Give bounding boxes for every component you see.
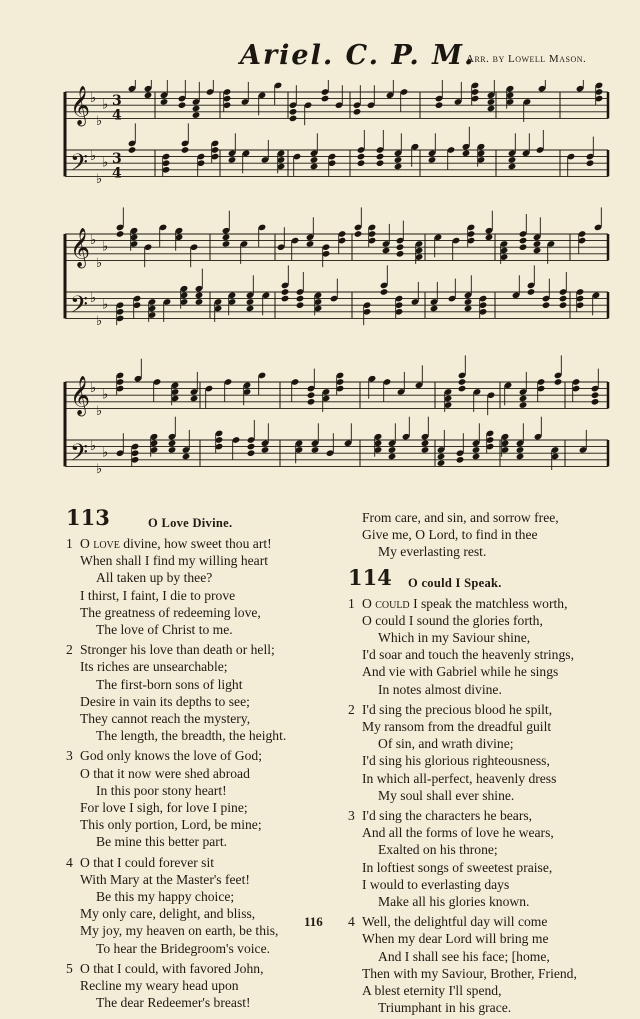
verse-line: The greatness of redeeming love, <box>80 604 261 620</box>
note-head <box>222 240 231 248</box>
verse-line: My everlasting rest. <box>378 544 487 560</box>
verse-line: O love divine, how sweet thou art! 1 <box>66 536 272 551</box>
verse-line: O could I sound the glories forth, <box>362 612 543 628</box>
note-head <box>281 295 290 303</box>
stanza-number: 4 <box>66 854 73 870</box>
note-head <box>508 163 517 171</box>
note-head <box>591 391 600 399</box>
verse-line: The length, the breadth, the height. <box>96 728 287 744</box>
verse-line: When my dear Lord will bring me <box>362 931 549 947</box>
verse-line: My only care, delight, and bliss, <box>80 906 256 922</box>
note-head <box>516 446 525 454</box>
verse-line: O that I could forever sit 4 <box>66 854 215 870</box>
time-signature: 4 <box>112 107 122 124</box>
note-head <box>116 230 125 238</box>
treble-clef: 𝄞 <box>70 85 91 126</box>
note-head <box>462 150 471 158</box>
verse-line: A blest eternity I'll spend, <box>362 983 502 999</box>
note-head <box>192 105 201 113</box>
note-head <box>519 243 528 251</box>
verse-line: With Mary at the Master's feet! <box>80 871 250 887</box>
note-head <box>421 446 430 454</box>
note-head <box>487 98 496 106</box>
bass-clef: 𝄢 <box>70 438 89 472</box>
note-head <box>435 101 444 109</box>
stanza-number: 1 <box>66 536 73 551</box>
note-head <box>533 240 542 248</box>
verse-line: From care, and sin, and sorrow free, <box>362 510 559 525</box>
time-signature: 3 <box>112 93 122 110</box>
note-head <box>168 440 177 448</box>
hymn-113-stanzas <box>66 535 336 1011</box>
note-head <box>353 108 362 116</box>
note-head <box>527 288 536 296</box>
arranger-credit: Arr. by Lowell Mason. <box>466 53 587 65</box>
hymn-number: 114 <box>348 564 392 590</box>
hymn-title: O could I Speak. <box>408 575 502 590</box>
flat-sign: ♭ <box>90 438 97 454</box>
note-head <box>192 111 201 119</box>
verse-line: I'd sing the characters he bears, 3 <box>348 808 533 824</box>
verse-line: My joy, my heaven on earth, be this, <box>80 923 279 939</box>
stanza <box>348 913 618 1016</box>
note-head <box>464 305 473 313</box>
hymn-114 <box>348 509 618 1019</box>
note-head <box>246 305 255 313</box>
hymn-114-stanzas <box>348 595 618 1017</box>
note-head <box>376 153 385 161</box>
verse-line: Which in my Saviour shine, <box>378 630 531 646</box>
note-head <box>464 298 473 306</box>
stanza-number: 2 <box>66 642 73 658</box>
note-head <box>310 156 319 164</box>
verse-line: In notes almost divine. <box>378 681 502 697</box>
stanza <box>66 535 336 638</box>
verse-line: The dear Redeemer's breast! <box>96 995 251 1011</box>
note-head <box>247 449 256 457</box>
verse-line: Exalted on his throne; <box>378 842 498 858</box>
note-head <box>519 401 528 409</box>
note-head <box>195 292 204 300</box>
verse-line: Its riches are unsearchable; <box>80 659 228 675</box>
note-head <box>519 237 528 245</box>
verse-line: Give me, O Lord, to find in thee <box>362 527 538 543</box>
verse-line: They cannot reach the mystery, <box>80 711 251 727</box>
stanza-number: 2 <box>348 701 355 717</box>
note-head <box>228 156 237 164</box>
note-head <box>321 95 330 103</box>
flat-sign: ♭ <box>102 239 109 255</box>
verse-line: Triumphant in his grace. <box>378 1000 512 1016</box>
verse-line: I would to everlasting days <box>362 876 510 892</box>
verse-line: And vie with Gabriel while he sings <box>362 664 559 680</box>
verse-line: God only knows the love of God; 3 <box>66 748 262 764</box>
verse-line: To hear the Bridegroom's voice. <box>96 940 271 956</box>
note-head <box>458 378 467 386</box>
note-head <box>485 234 494 242</box>
flat-sign: ♭ <box>102 445 109 461</box>
stanza-number: 1 <box>348 595 355 611</box>
note-head <box>296 295 305 303</box>
note-head <box>456 456 465 464</box>
verse-line: My ransom from the dreadful guilt <box>362 719 552 735</box>
stanza <box>66 641 336 744</box>
note-head <box>559 295 568 303</box>
note-head <box>306 240 315 248</box>
flat-sign: ♭ <box>96 172 103 187</box>
note-head <box>281 288 290 296</box>
note-head <box>310 163 319 171</box>
note-head <box>190 395 199 403</box>
note-head <box>508 156 517 164</box>
verse-line: Recline my weary head upon <box>80 978 239 994</box>
bass-clef: 𝄢 <box>70 290 89 324</box>
note-head <box>430 305 439 313</box>
note-head <box>380 288 389 296</box>
note-head <box>472 446 481 454</box>
note-head <box>421 440 430 448</box>
tune-header <box>0 40 640 74</box>
stanza <box>66 960 336 1012</box>
note-head <box>357 159 366 167</box>
stanza-number: 3 <box>66 748 73 764</box>
note-head <box>195 298 204 306</box>
flat-sign: ♭ <box>102 297 109 313</box>
note-head <box>554 378 563 386</box>
note-head <box>559 301 568 309</box>
verse-line: This only portion, Lord, be mine; <box>80 817 262 833</box>
verse-line: And all the forms of love he wears, <box>362 825 554 841</box>
hymn-114-heading <box>348 564 618 595</box>
verse-line: Desire in vain its depths to see; <box>80 693 250 709</box>
verse-line: In this poor stony heart! <box>96 782 227 798</box>
note-head <box>178 101 187 109</box>
hymn-113 <box>66 505 336 1014</box>
verse-line: All taken up by thee? <box>96 570 213 586</box>
flat-sign: ♭ <box>102 97 109 113</box>
note-head <box>516 453 525 461</box>
flat-sign: ♭ <box>96 256 103 271</box>
note-head <box>394 163 403 171</box>
note-head <box>458 385 467 393</box>
verse-line: I'd soar and touch the heavenly strings, <box>362 647 574 663</box>
music-score <box>60 80 612 500</box>
stanza <box>66 747 336 850</box>
note-head <box>388 453 397 461</box>
verse-line: When shall I find my willing heart <box>80 553 269 569</box>
verse-line: The first-born sons of light <box>96 676 243 692</box>
note-head <box>382 247 391 255</box>
verse-line: And I shall see his face; [home, <box>378 948 550 964</box>
note-head <box>487 105 496 113</box>
note-head <box>160 98 169 106</box>
stanza-number: 5 <box>66 960 73 976</box>
verse-line: I thirst, I faint, I die to prove <box>80 587 236 603</box>
verse-line: My soul shall ever shine. <box>378 787 515 803</box>
note-head <box>396 250 405 258</box>
flat-sign: ♭ <box>90 380 97 396</box>
flat-sign: ♭ <box>90 232 97 248</box>
verse-line: In loftiest songs of sweetest praise, <box>362 859 553 875</box>
note-head <box>428 156 437 164</box>
verse-line: Then with my Saviour, Brother, Friend, <box>362 965 577 981</box>
note-head <box>388 446 397 454</box>
stanza-number: 4 <box>348 914 355 930</box>
note-head <box>586 159 595 167</box>
bass-clef: 𝄢 <box>70 148 89 182</box>
tune-title: Ariel. C. P. M. <box>240 40 476 71</box>
note-head <box>246 298 255 306</box>
note-head <box>247 443 256 451</box>
note-head <box>168 446 177 454</box>
hymn-113-continued <box>348 509 618 561</box>
note-head <box>181 146 190 154</box>
note-head <box>354 230 363 238</box>
flat-sign: ♭ <box>96 114 103 129</box>
treble-clef: 𝄞 <box>70 375 91 416</box>
stanza <box>348 807 618 910</box>
note-head <box>437 453 446 461</box>
note-head <box>396 243 405 251</box>
treble-clef: 𝄞 <box>70 227 91 268</box>
time-signature: 4 <box>112 165 122 182</box>
stanza <box>348 595 618 698</box>
note-head <box>144 92 153 100</box>
note-head <box>437 459 446 467</box>
verse-line: O that I could, with favored John, 5 <box>66 960 264 976</box>
flat-sign: ♭ <box>96 314 103 329</box>
note-head <box>261 446 270 454</box>
note-head <box>289 115 298 123</box>
note-head <box>289 108 298 116</box>
verse-line: I'd sing his glorious righteousness, <box>362 753 550 769</box>
note-head <box>128 146 137 154</box>
flat-sign: ♭ <box>96 462 103 477</box>
flat-sign: ♭ <box>96 404 103 419</box>
verse-line: The love of Christ to me. <box>96 622 233 638</box>
note-head <box>472 453 481 461</box>
hymn-113-heading <box>66 505 336 535</box>
hymn-number: 113 <box>66 505 110 530</box>
note-head <box>357 153 366 161</box>
note-head <box>296 301 305 309</box>
stanza <box>66 854 336 957</box>
note-head <box>222 234 231 242</box>
verse-line: For love I sigh, for love I pine; <box>80 800 248 816</box>
flat-sign: ♭ <box>90 90 97 106</box>
verse-line: Of sin, and wrath divine; <box>378 736 514 752</box>
verse-line: Stronger his love than death or hell; 2 <box>66 642 275 658</box>
verse-line: O could I speak the matchless worth, 1 <box>348 595 568 611</box>
note-head <box>519 395 528 403</box>
note-head <box>182 453 191 461</box>
note-head <box>307 398 316 406</box>
verse-line: O that it now were shed abroad <box>80 765 250 781</box>
note-head <box>533 247 542 255</box>
page-number: 116 <box>304 914 323 929</box>
stanza-number: 3 <box>348 808 355 824</box>
note-head <box>394 156 403 164</box>
verse-line: In which all-perfect, heavenly dress <box>362 770 557 786</box>
flat-sign: ♭ <box>102 387 109 403</box>
verse-line: Make all his glories known. <box>378 894 530 910</box>
time-signature: 3 <box>112 151 122 168</box>
verse-line: Well, the delightful day will come 4 <box>348 914 548 930</box>
note-head <box>311 446 320 454</box>
verse-line: I'd sing the precious blood he spilt, 2 <box>348 701 553 717</box>
verse-line: Be mine this better part. <box>96 834 227 850</box>
flat-sign: ♭ <box>90 290 97 306</box>
note-head <box>542 301 551 309</box>
note-head <box>591 398 600 406</box>
flat-sign: ♭ <box>102 155 109 171</box>
stanza <box>348 701 618 804</box>
note-head <box>307 391 316 399</box>
flat-sign: ♭ <box>90 148 97 164</box>
hymn-title: O Love Divine. <box>148 516 233 530</box>
verse-line: Be this my happy choice; <box>96 889 235 905</box>
note-head <box>376 159 385 167</box>
